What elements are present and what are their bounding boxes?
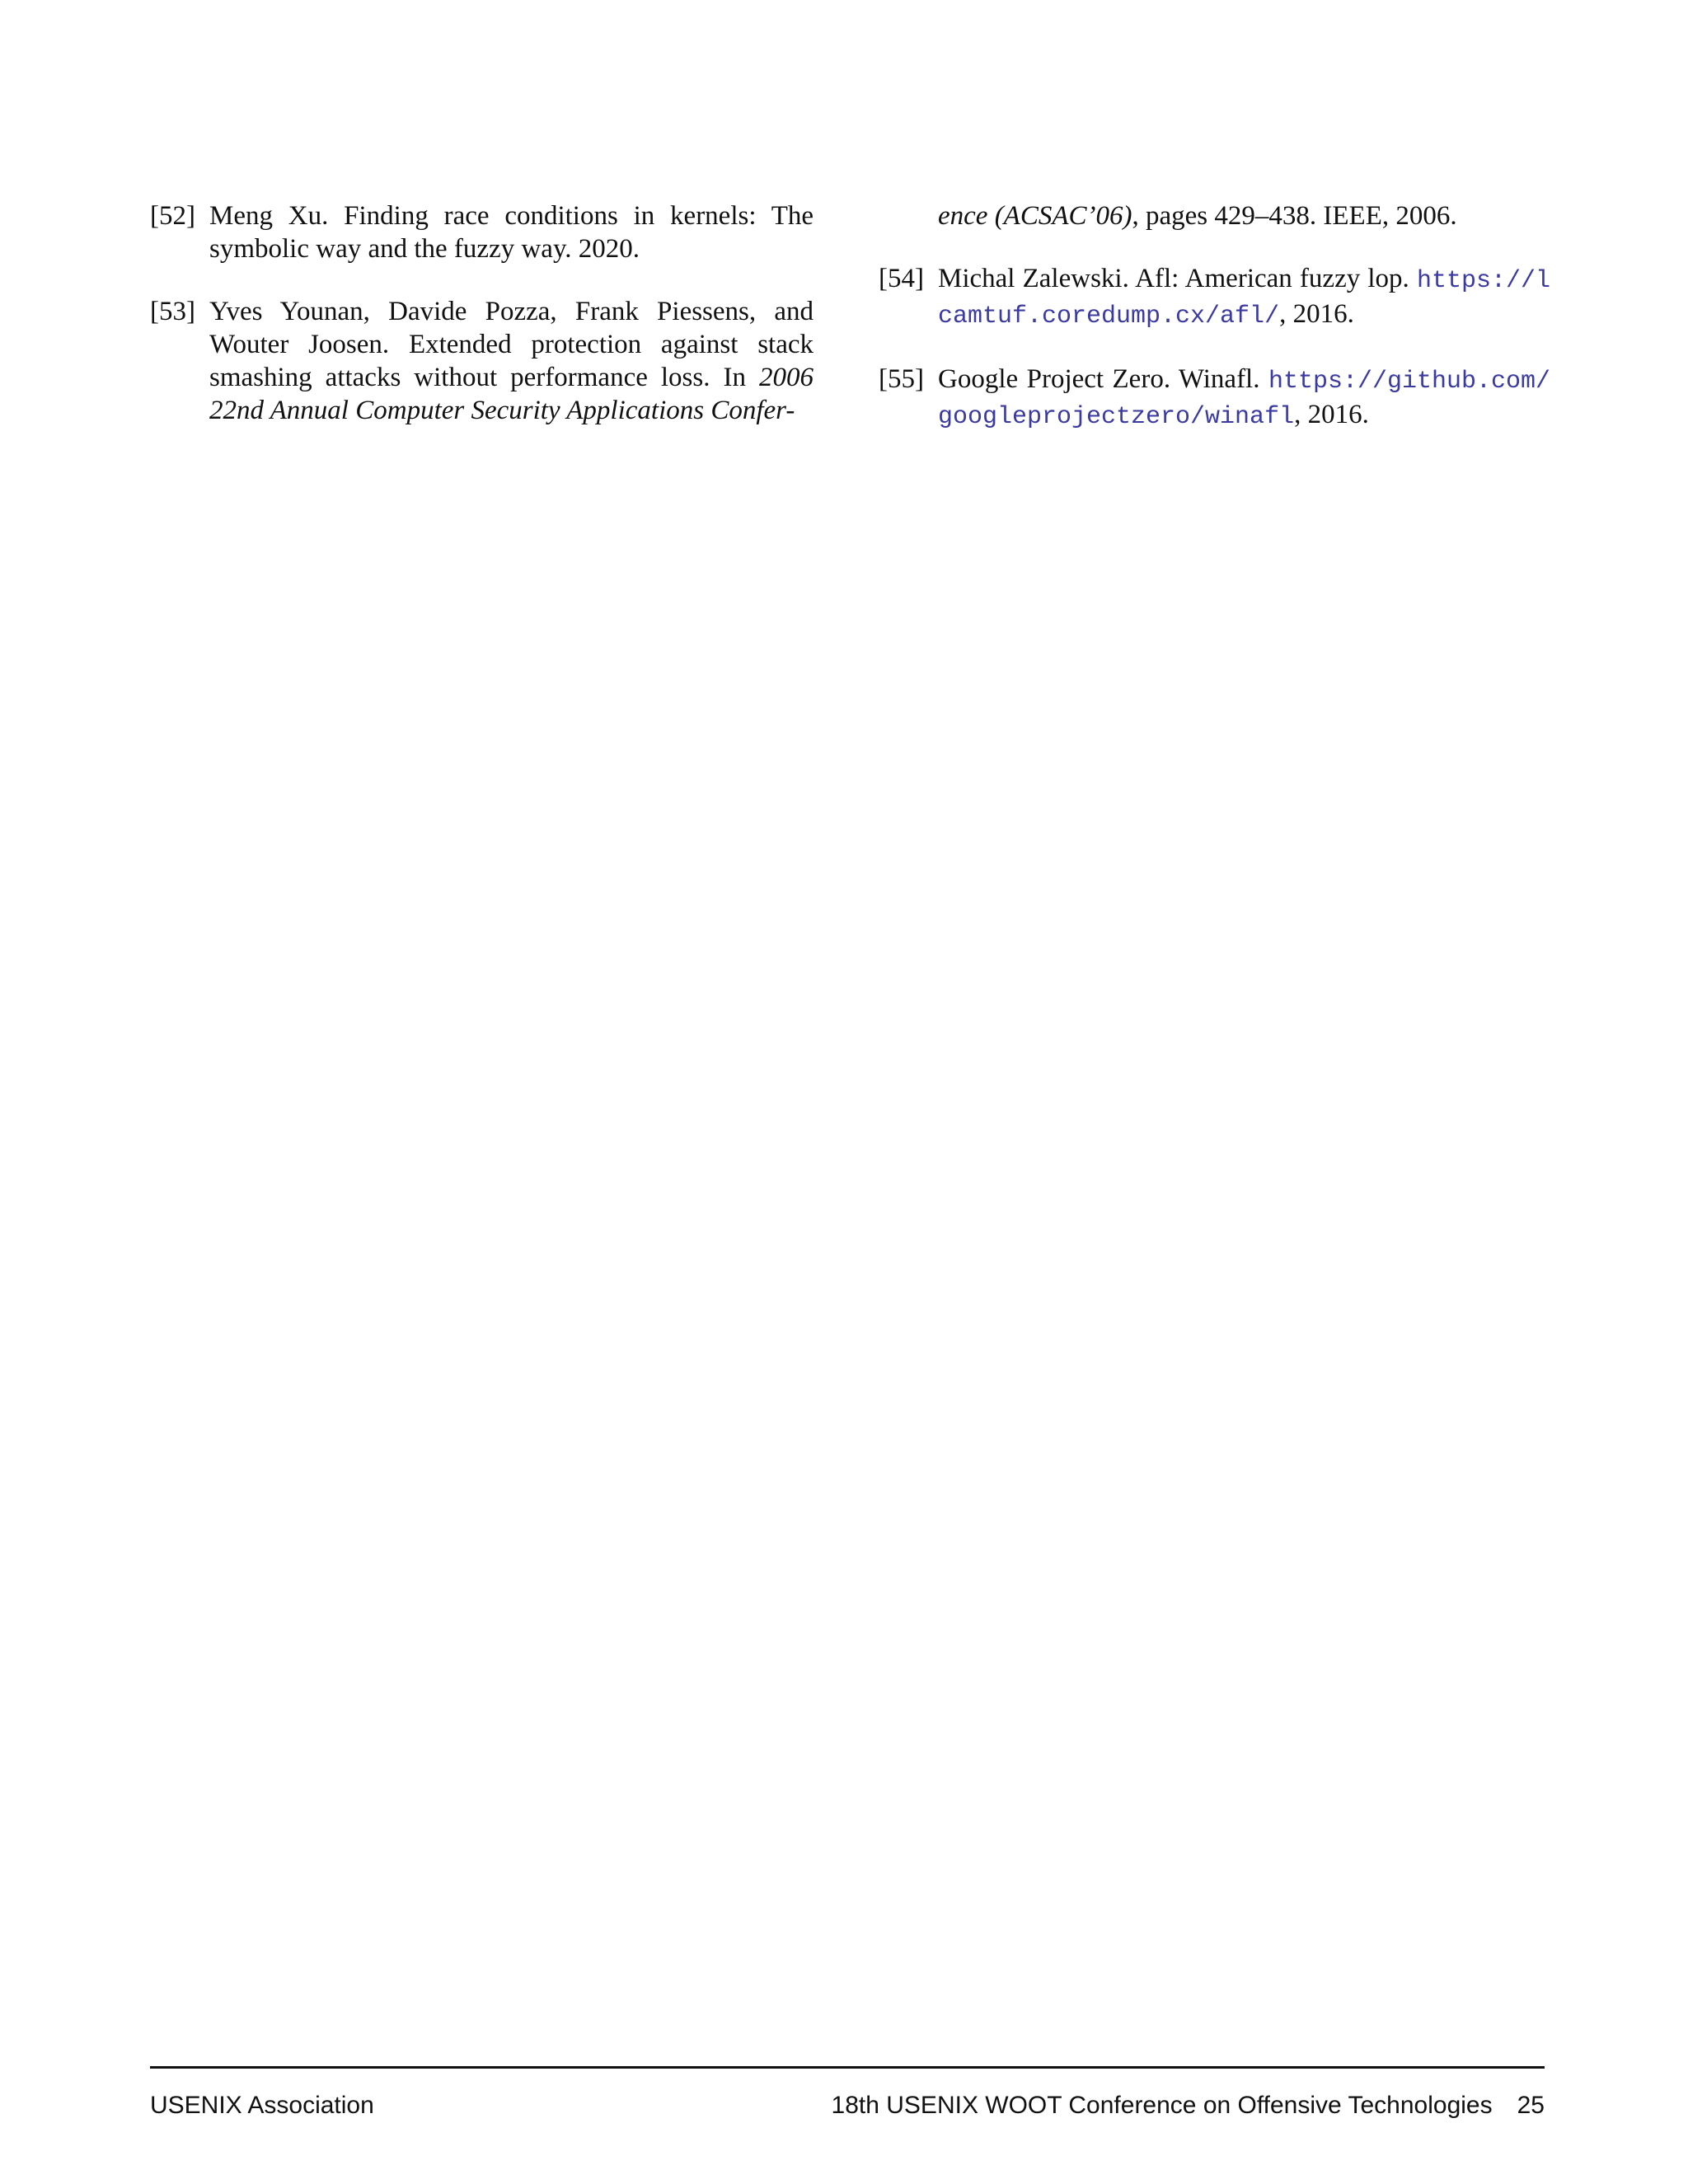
left-column [150,199,814,457]
footer-rule [150,2066,1545,2069]
right-column [879,199,1550,463]
reference-venue: 2006 22nd Annual Computer Security Applications Confer- [209,363,814,425]
reference-number: [55] [879,364,924,394]
reference-55 [879,363,1550,434]
page-number: 25 [1517,2092,1545,2119]
reference-text: Meng Xu. Finding race conditions in kernels: The symbolic way and the fuzzy way. 2020. [209,201,814,264]
reference-53-continued [879,199,1550,232]
reference-53 [150,295,814,427]
reference-number: [52] [150,201,195,231]
reference-text: Michal Zalewski. Afl: American fuzzy lop. [938,264,1417,293]
reference-link[interactable]: https://lcamtuf.coredump.cx/afl/ [938,267,1550,330]
footer-conference-info [832,2092,1545,2120]
reference-54 [879,262,1550,333]
reference-link[interactable]: https://github.com/googleprojectzero/winafl [938,368,1550,431]
reference-text: Yves Younan, Davide Pozza, Frank Piessens, and Wouter Joosen. Extended protection against stack smashing attacks without performance loss. In [209,297,814,392]
reference-number: [53] [150,297,195,326]
reference-text: , 2016. [1294,400,1369,429]
reference-text: , 2016. [1279,299,1354,329]
reference-number: [54] [879,264,924,293]
footer-association: USENIX Association [150,2092,374,2119]
reference-text: Google Project Zero. Winafl. [938,364,1268,394]
reference-text: , pages 429–438. IEEE, 2006. [1132,201,1457,231]
reference-venue: ence (ACSAC’06) [938,201,1132,231]
reference-52 [150,199,814,265]
footer-conference: 18th USENIX WOOT Conference on Offensive Technologies [831,2092,1493,2119]
